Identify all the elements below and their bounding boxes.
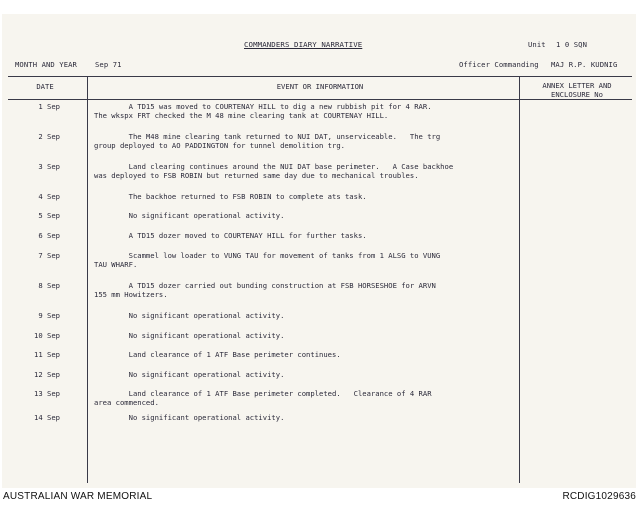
entry-event xyxy=(94,251,514,269)
entry-event xyxy=(94,211,514,220)
entry-date: 11 Sep xyxy=(34,350,60,359)
entry-date: 9 Sep xyxy=(38,311,60,320)
entry-event xyxy=(94,192,514,201)
entry-event-line: Land clearing continues around the NUI DAT base perimeter. A Case backhoe xyxy=(94,162,454,171)
entry-event xyxy=(94,231,514,240)
footer-reference: RCDIG1029636 xyxy=(562,491,636,502)
entry-event-line: The M48 mine clearing tank returned to NUI DAT, unserviceable. The trg xyxy=(94,132,441,141)
entry-date: 14 Sep xyxy=(34,413,60,422)
entry-event-line: area commenced. xyxy=(94,398,159,407)
month-year-label: MONTH AND YEAR xyxy=(15,60,77,69)
entry-event-line: No significant operational activity. xyxy=(94,211,285,220)
annex-column-header-line2: ENCLOSURE No xyxy=(551,90,603,99)
entry-event-line: The backhoe returned to FSB ROBIN to complete ats task. xyxy=(94,192,367,201)
entry-event-line: No significant operational activity. xyxy=(94,311,285,320)
annex-column-header-line1: ANNEX LETTER AND xyxy=(542,81,612,90)
table-header-rule xyxy=(8,99,632,100)
unit-value: 1 0 SQN xyxy=(556,40,587,49)
entry-event-line: No significant operational activity. xyxy=(94,331,285,340)
entry-event-line: was deployed to FSB ROBIN but returned same day due to mechanical troubles. xyxy=(94,171,419,180)
entry-event-line: Scammel low loader to VUNG TAU for movement of tanks from 1 ALSG to VUNG xyxy=(94,251,441,260)
footer-source: AUSTRALIAN WAR MEMORIAL xyxy=(3,491,153,502)
entry-date: 7 Sep xyxy=(38,251,60,260)
entry-date: 1 Sep xyxy=(38,102,60,111)
entry-date: 3 Sep xyxy=(38,162,60,171)
date-column-divider xyxy=(87,77,88,483)
entry-event-line: group deployed to AO PADDINGTON for tunnel demolition trg. xyxy=(94,141,345,150)
entry-date: 5 Sep xyxy=(38,211,60,220)
entry-date: 8 Sep xyxy=(38,281,60,290)
entry-event-line: A TD15 dozer moved to COURTENAY HILL for further tasks. xyxy=(94,231,367,240)
entry-date: 4 Sep xyxy=(38,192,60,201)
entry-event-line: Land clearance of 1 ATF Base perimeter completed. Clearance of 4 RAR xyxy=(94,389,432,398)
entry-event-line: Land clearance of 1 ATF Base perimeter continues. xyxy=(94,350,341,359)
entry-event xyxy=(94,162,514,180)
entry-event xyxy=(94,413,514,422)
entry-date: 10 Sep xyxy=(34,331,60,340)
entry-event-line: No significant operational activity. xyxy=(94,413,285,422)
date-column-header: DATE xyxy=(36,82,54,91)
event-column-header: EVENT OR INFORMATION xyxy=(276,82,364,91)
entry-event xyxy=(94,331,514,340)
entry-event-line: No significant operational activity. xyxy=(94,370,285,379)
entry-event xyxy=(94,102,514,120)
month-year-value: Sep 71 xyxy=(95,60,122,69)
entry-event xyxy=(94,311,514,320)
unit-label: Unit xyxy=(528,40,546,49)
table-top-rule xyxy=(8,76,632,77)
entry-date: 13 Sep xyxy=(34,389,60,398)
entry-date: 12 Sep xyxy=(34,370,60,379)
entry-event xyxy=(94,132,514,150)
entry-event-line: The wkspx FRT checked the M 48 mine clearing tank at COURTENAY HILL. xyxy=(94,111,389,120)
entry-date: 6 Sep xyxy=(38,231,60,240)
officer-commanding-label: Officer Commanding xyxy=(459,60,539,69)
entry-event-line: 155 mm Howitzers. xyxy=(94,290,168,299)
annex-column-divider xyxy=(519,77,520,483)
entry-event-line: TAU WHARF. xyxy=(94,260,138,269)
entry-event-line: A TD15 dozer carried out bunding construction at FSB HORSESHOE for ARVN xyxy=(94,281,436,290)
entry-event-line: A TD15 was moved to COURTENAY HILL to dig a new rubbish pit for 4 RAR. xyxy=(94,102,432,111)
entry-event xyxy=(94,350,514,359)
entry-event xyxy=(94,389,514,407)
entry-date: 2 Sep xyxy=(38,132,60,141)
officer-commanding-value: MAJ R.P. KUDNIG xyxy=(551,60,618,69)
diary-title: COMMANDERS DIARY NARRATIVE xyxy=(244,40,363,49)
entry-event xyxy=(94,370,514,379)
entry-event xyxy=(94,281,514,299)
